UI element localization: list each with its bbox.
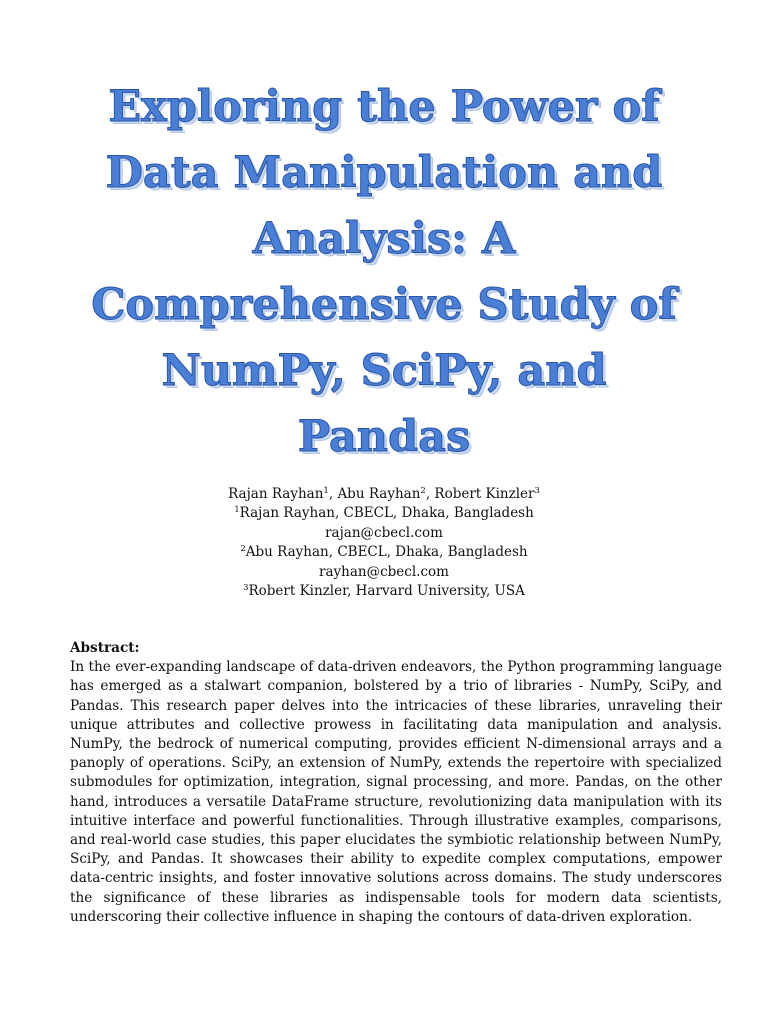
- affiliation-line: [84, 504, 684, 523]
- title-line: Analysis: A: [252, 214, 516, 264]
- author-separator: ,: [425, 486, 435, 502]
- affiliation-line: [84, 543, 684, 562]
- abstract-body: In the ever-expanding landscape of data-driven endeavors, the Python programming language has emerged as a stalwart companion, bolstered by a trio of libraries - NumPy, SciPy, and Pandas. This research paper delves into the intricacies of these libraries, unraveling their unique attributes and collective prowess in facilitating data manipulation and analysis. NumPy, the bedrock of numerical computing, provides efficient N-dimensional arrays and a panoply of operations. SciPy, an extension of NumPy, extends the repertoire with specialized submodules for optimization, integration, signal processing, and more. Pandas, on the other hand, introduces a versatile DataFrame structure, revolutionizing data manipulation with its intuitive interface and powerful functionalities. Through illustrative examples, comparisons, and real-world case studies, this paper elucidates the symbiotic relationship between NumPy, SciPy, and Pandas. It showcases their ability to expedite complex computations, empower data-centric insights, and foster innovative solutions across domains. The study underscores the significance of these libraries as indispensable tools for modern data scientists, underscoring their collective influence in shaping the contours of data-driven exploration.: [70, 659, 722, 925]
- title-line: NumPy, SciPy, and: [161, 346, 607, 396]
- affiliation-superscript: 1: [234, 505, 240, 516]
- affiliation-text: Rajan Rayhan, CBECL, Dhaka, Bangladesh: [239, 505, 534, 522]
- author-name: Rajan Rayhan: [228, 486, 324, 502]
- author-email: rayhan@cbecl.com: [319, 563, 449, 580]
- authors-block: [84, 485, 684, 601]
- affiliation-superscript: 3: [243, 583, 249, 594]
- title-line: Exploring the Power of: [108, 82, 660, 132]
- author-name: Robert Kinzler: [434, 486, 535, 502]
- author-superscript: 3: [534, 486, 540, 496]
- author-separator: ,: [328, 486, 338, 502]
- title-line: Data Manipulation and: [105, 148, 663, 198]
- affiliation-line: [84, 582, 684, 601]
- paper-title: [40, 74, 728, 470]
- author-superscript: 2: [420, 486, 426, 496]
- author-superscript: 1: [323, 486, 329, 496]
- affiliation-text: Robert Kinzler, Harvard University, USA: [248, 583, 525, 600]
- author-email: rajan@cbecl.com: [325, 524, 443, 541]
- title-line: Pandas: [297, 412, 471, 462]
- author-name: Abu Rayhan: [337, 486, 421, 502]
- author-list: [84, 485, 684, 504]
- affiliation-text: Abu Rayhan, CBECL, Dhaka, Bangladesh: [245, 544, 528, 561]
- abstract-section: [70, 639, 722, 927]
- title-line: Comprehensive Study of: [91, 280, 677, 330]
- affiliation-superscript: 2: [240, 544, 246, 555]
- abstract-heading: Abstract:: [70, 640, 140, 656]
